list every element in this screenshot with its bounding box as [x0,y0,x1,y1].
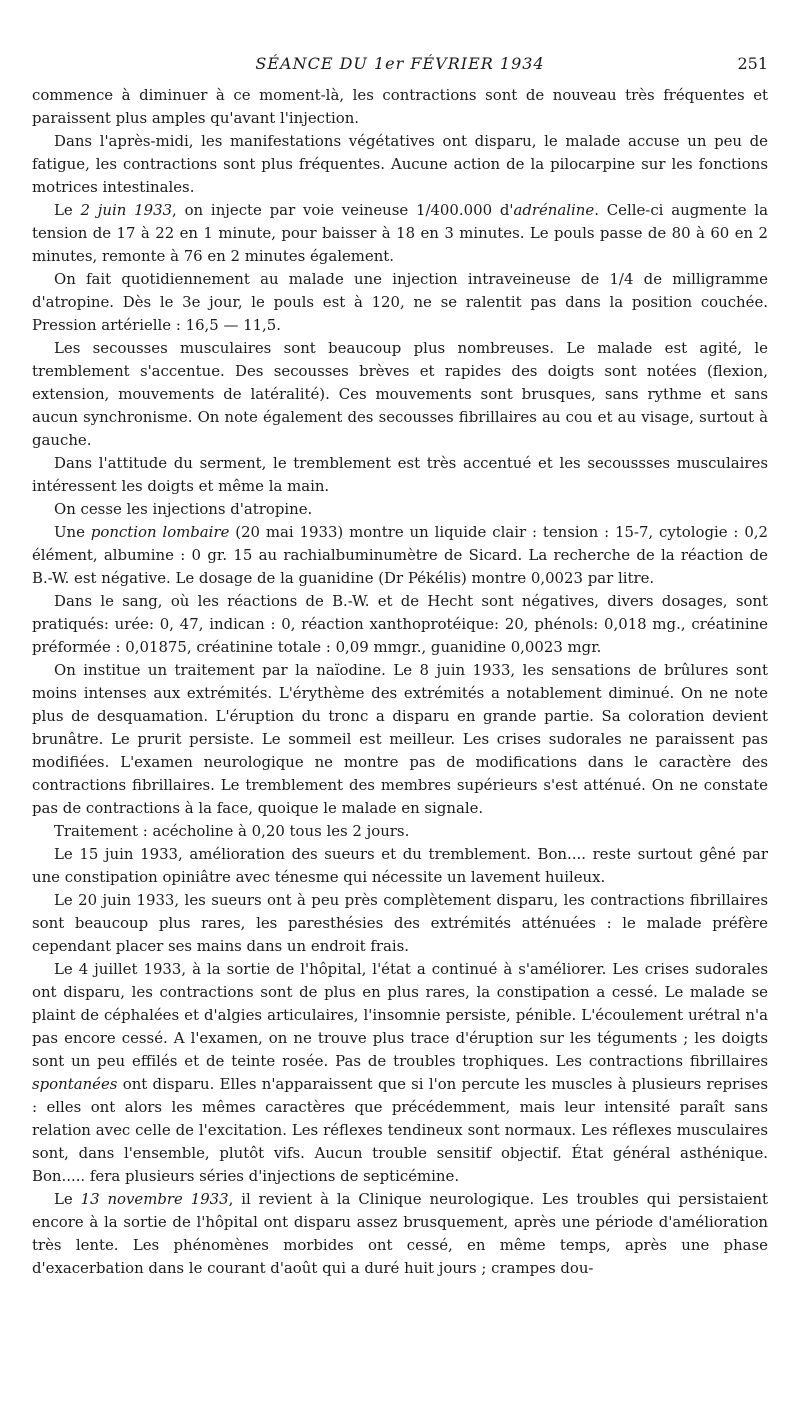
italic-text: spontanées [32,1075,118,1093]
italic-text: 2 juin 1933 [80,201,173,219]
body-text [32,84,768,1280]
text-run: On fait quotidiennement au malade une injection intraveineuse de 1/4 de milligramme d'atropine. Dès le 3e jour, le pouls est à 120, ne se ralentit pas dans la position couchée. Pression artérielle : 16,5 — 11,5. [32,270,768,334]
text-run: Le 20 juin 1933, les sueurs ont à peu près complètement disparu, les contractions fibrillaires sont beaucoup plus rares, les paresthésies des extrémités atténuées : le malade préfère cependant placer ses mains dans un endroit frais. [32,891,768,955]
italic-text: 13 novembre 1933 [80,1190,229,1208]
paragraph [32,843,768,889]
text-run: Le 4 juillet 1933, à la sortie de l'hôpital, l'état a continué à s'améliorer. Les crises sudorales ont disparu, les contractions sont de plus en plus rares, la constipation a cessé. Le malade se plaint de céphalées et d'algies articulaires, l'insomnie persiste, pénible. L'écoulement urétral n'a pas encore cessé. A l'examen, on ne trouve plus trace d'éruption sur les téguments ; les doigts sont un peu effilés et de teinte rosée. Pas de troubles trophiques. Les contractions fibrillaires [32,960,768,1070]
text-run: . Celle-ci augmente la tension de 17 à 22 en 1 minute, pour baisser à 18 en 3 minutes. Le pouls passe de 80 à 60 en 2 minutes, remonte à 76 en 2 minutes également. [32,201,768,265]
page-number: 251 [737,54,768,73]
text-run: , on injecte par voie veineuse 1/400.000 d' [172,201,514,219]
paragraph [32,1188,768,1280]
paragraph [32,659,768,820]
paragraph [32,84,768,130]
text-run: On cesse les injections d'atropine. [54,500,313,518]
text-run: ont disparu. Elles n'apparaissent que si l'on percute les muscles à plusieurs reprises : elles ont alors les mêmes caractères que précédemment, mais leur intensité paraît sans relation avec celle de l'excitation. Les réflexes tendineux sont normaux. Les réflexes musculaires sont, dans l'ensemble, plutôt vifs. Aucun trouble sensitif objectif. État général asthénique. Bon..... fera plusieurs séries d'injections de septicémine. [32,1075,768,1185]
paragraph [32,889,768,958]
paragraph [32,337,768,452]
italic-text: ponction lombaire [90,523,230,541]
text-run: Le [54,1190,81,1208]
text-run: On institue un traitement par la naïodine. Le 8 juin 1933, les sensations de brûlures sont moins intenses aux extrémités. L'érythème des extrémités a notablement diminué. On ne note plus de desquamation. L'éruption du tronc a disparu en grande partie. Sa coloration devient brunâtre. Le prurit persiste. Le sommeil est meilleur. Les crises sudorales ne paraissent pas modifiées. L'examen neurologique ne montre pas de modifications dans le caractère des contractions fibrillaires. Le tremblement des membres supérieurs s'est atténué. On ne constate pas de contractions à la face, quoique le malade en signale. [32,661,768,817]
journal-page [32,52,768,1280]
paragraph [32,452,768,498]
text-run: (20 mai 1933) montre un liquide clair : tension : 15-7, cytologie : 0,2 élément, albumine : 0 gr. 15 au rachialbuminumètre de Sicard. La recherche de la réaction de B.-W. est négative. Le dosage de la guanidine (Dr Pékélis) montre 0,0023 par litre. [32,523,769,587]
text-run: Dans le sang, où les réactions de B.-W. et de Hecht sont négatives, divers dosages, sont pratiqués: urée: 0, 47, indican : 0, réaction xanthoprotéique: 20, phénols: 0,018 mg., créatinine préformée : 0,01875, créatinine totale : 0,09 mmgr., guanidine 0,0023 mgr. [32,592,768,656]
paragraph [32,268,768,337]
text-run: Traitement : acécholine à 0,20 tous les 2 jours. [54,822,410,840]
paragraph [32,590,768,659]
running-head [32,52,768,78]
text-run: Les secousses musculaires sont beaucoup plus nombreuses. Le malade est agité, le tremblement s'accentue. Des secousses brèves et rapides des doigts sont notées (flexion, extension, mouvements de latéralité). Ces mouvements sont brusques, sans rythme et sans aucun synchronisme. On note également des secousses fibrillaires au cou et au visage, surtout à gauche. [32,339,768,449]
text-run: Le 15 juin 1933, amélioration des sueurs et du tremblement. Bon.... reste surtout gêné par une constipation opiniâtre avec ténesme qui nécessite un lavement huileux. [32,845,768,886]
text-run: Dans l'attitude du serment, le tremblement est très accentué et les secoussses musculaires intéressent les doigts et même la main. [32,454,768,495]
paragraph [32,521,768,590]
text-run: commence à diminuer à ce moment-là, les contractions sont de nouveau très fréquentes et paraissent plus amples qu'avant l'injection. [32,86,768,127]
paragraph [32,130,768,199]
italic-text: adrénaline [513,201,595,219]
text-run: Le [54,201,81,219]
running-title: SÉANCE DU 1er FÉVRIER 1934 [255,54,545,73]
paragraph [32,820,768,843]
text-run: , il revient à la Clinique neurologique. Les troubles qui persistaient encore à la sortie de l'hôpital ont disparu assez brusquement, après une période d'amélioration très lente. Les phénomènes morbides ont cessé, en même temps, après une phase d'exacerbation dans le courant d'août qui a duré huit jours ; crampes dou- [32,1190,768,1277]
text-run: Dans l'après-midi, les manifestations végétatives ont disparu, le malade accuse un peu de fatigue, les contractions sont plus fréquentes. Aucune action de la pilocarpine sur les fonctions motrices intestinales. [32,132,768,196]
paragraph [32,958,768,1188]
paragraph [32,498,768,521]
paragraph [32,199,768,268]
text-run: Une [54,523,91,541]
